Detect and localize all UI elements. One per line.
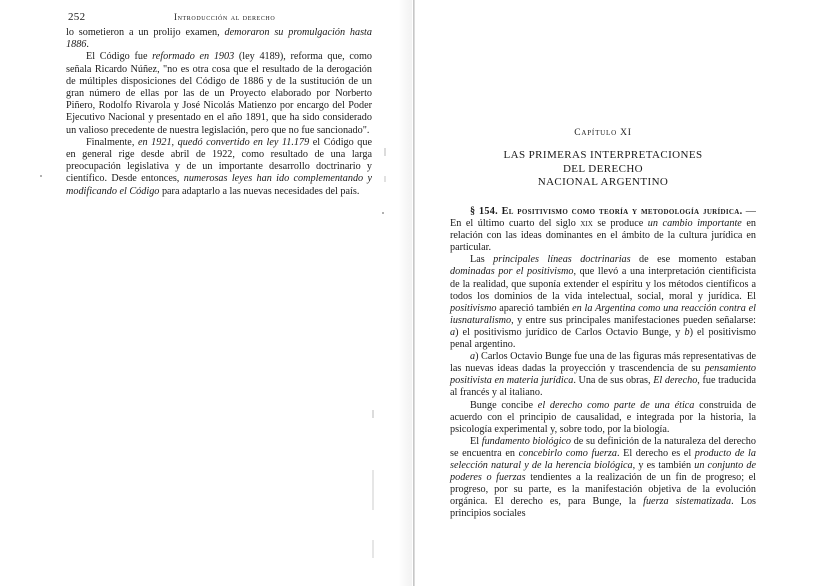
text-run: lo sometieron a un prolijo examen, [66,27,225,38]
paragraph [66,137,372,198]
text-run: en relación con las ideas dominantes en el ámbito de la cultura jurídica en particular. [450,218,756,254]
paragraph [450,351,756,399]
text-run: ) el positivismo penal argentino. [450,326,757,351]
text-run: , fue traducida al francés y al italiano. [450,375,756,399]
text-run: El [470,435,482,447]
text-run: numerosas leyes han ido complementando y modificando el Código [66,173,373,197]
scan-speck [382,212,384,214]
text-run: producto de la selección natural y de la herencia biológica [450,447,756,471]
text-run: apareció también [496,302,573,314]
text-run: un conjunto de poderes o fuerzas [450,459,756,484]
text-run: Finalmente, [86,136,138,148]
text-run: reformado en 1903 [152,51,235,63]
text-run: , que llevó a una interpretación cientificista de la realidad, que suponía extender el espíritu y los métodos científicos a todos los dominios de la vida intelectual, social, moral y jurídica. El [450,266,756,302]
text-run: de ese momento estaban [630,254,756,266]
scan-mark [384,148,386,156]
text-run: demoraron su promulgación hasta 1886 [66,27,372,51]
paragraph [66,27,372,51]
paragraph [450,436,756,521]
text-run: Las [470,254,494,266]
text-run: xix [580,218,593,230]
text-run: para adaptarlo a las nuevas necesidades del país. [159,185,360,197]
text-run: en 1921, quedó convertido en ley 11.179 [137,136,310,148]
paragraph [66,51,372,136]
text-run: el Código que en general rige desde abril de 1922, como resultado de una larga preocupación legislativa y de un importante desarrollo doctrinario y científico. Desde entonces, [66,136,373,185]
scan-mark [372,410,374,418]
left-page-body [66,27,372,198]
text-run: . [86,39,89,51]
scan-mark [372,540,374,558]
text-run: El derecho [653,375,698,387]
text-run: el derecho como parte de una ética [537,399,695,411]
gutter-shadow [398,0,412,586]
text-run: b [684,326,690,338]
text-run: construida de acuerdo con el principio de causalidad, e integrada por la historia, la psicología experimental y, sobre todo, por la biología. [450,399,756,435]
text-run: fundamento biológico [481,435,572,447]
text-run: ) Carlos Octavio Bunge fue una de las figuras más representativas de las nuevas ideas dadas la proyección y trascendencia de su [450,351,757,375]
paragraph [450,206,756,254]
text-run: El Código fue [86,51,153,63]
scan-mark [384,176,386,182]
text-run: principales líneas doctrinarias [493,254,631,266]
right-page-body [450,206,756,520]
text-run: . El derecho es el [616,447,695,459]
scan-mark [372,470,374,510]
text-run: se produce [592,218,648,230]
text-run: un cambio importante [647,218,742,230]
chapter-title-line: DEL DERECHO [562,162,644,175]
paragraph [450,254,756,351]
text-run: en la Argentina como una reacción contra el iusnaturalismo [450,302,756,326]
paragraph [450,400,756,436]
section-heading: § 154. El positivismo como teoría y metodología jurídica. [470,206,743,217]
text-run: , y es también [632,459,695,471]
chapter-title-line: NACIONAL ARGENTINO [537,176,669,188]
text-run: ) el positivismo jurídico de Carlos Octavio Bunge, y [455,326,685,338]
text-run: — En el último cuarto del siglo [450,206,756,230]
text-run: , y entre sus principales manifestaciones pueden señalarse: [511,314,756,326]
text-run: pensamiento positivista en materia jurídica [450,363,756,387]
chapter-title-line: LAS PRIMERAS INTERPRETACIONES [503,149,703,161]
running-head: Introducción al derecho [174,12,276,22]
text-run: . Los principios sociales [450,496,756,520]
text-run: tendientes a la realización de un fin de progreso; el progreso, por su parte, es la manifestación objetiva de la evolución orgánica. El derecho es, para Bunge, la [450,472,757,508]
chapter-title [450,149,756,190]
text-run: a [450,326,456,338]
text-run: Bunge concibe [470,399,538,411]
text-run: (ley 4189), reforma que, como señala Ricardo Núñez, "no es otra cosa que el resultado de la derogación de múltiples disposiciones del Código de 1886 y de la sustitución de un gran número de ellas por las de un Proyecto elaborado por Norberto Piñero, Rodolfo Rivarola y José Nicolás Matienzo por encargo del Poder Ejecutivo Nacional y presentado en el año 1891, que ha sido considerado un valioso precedente de nuestra legislación, pero que no fue sancionado". [66,51,372,136]
text-run: fuerza sistematizada [643,496,732,508]
text-run: dominadas por el positivismo [450,266,574,278]
text-run: positivismo [450,302,497,314]
text-run: a [470,351,476,363]
text-run: concebirlo como fuerza [518,447,617,459]
chapter-label: Capítulo XI [574,128,632,138]
page-number: 252 [68,11,86,23]
scan-speck [40,175,42,177]
text-run: de su definición de la naturaleza del derecho se encuentra en [450,435,756,459]
text-run: . Una de sus obras, [573,375,654,387]
